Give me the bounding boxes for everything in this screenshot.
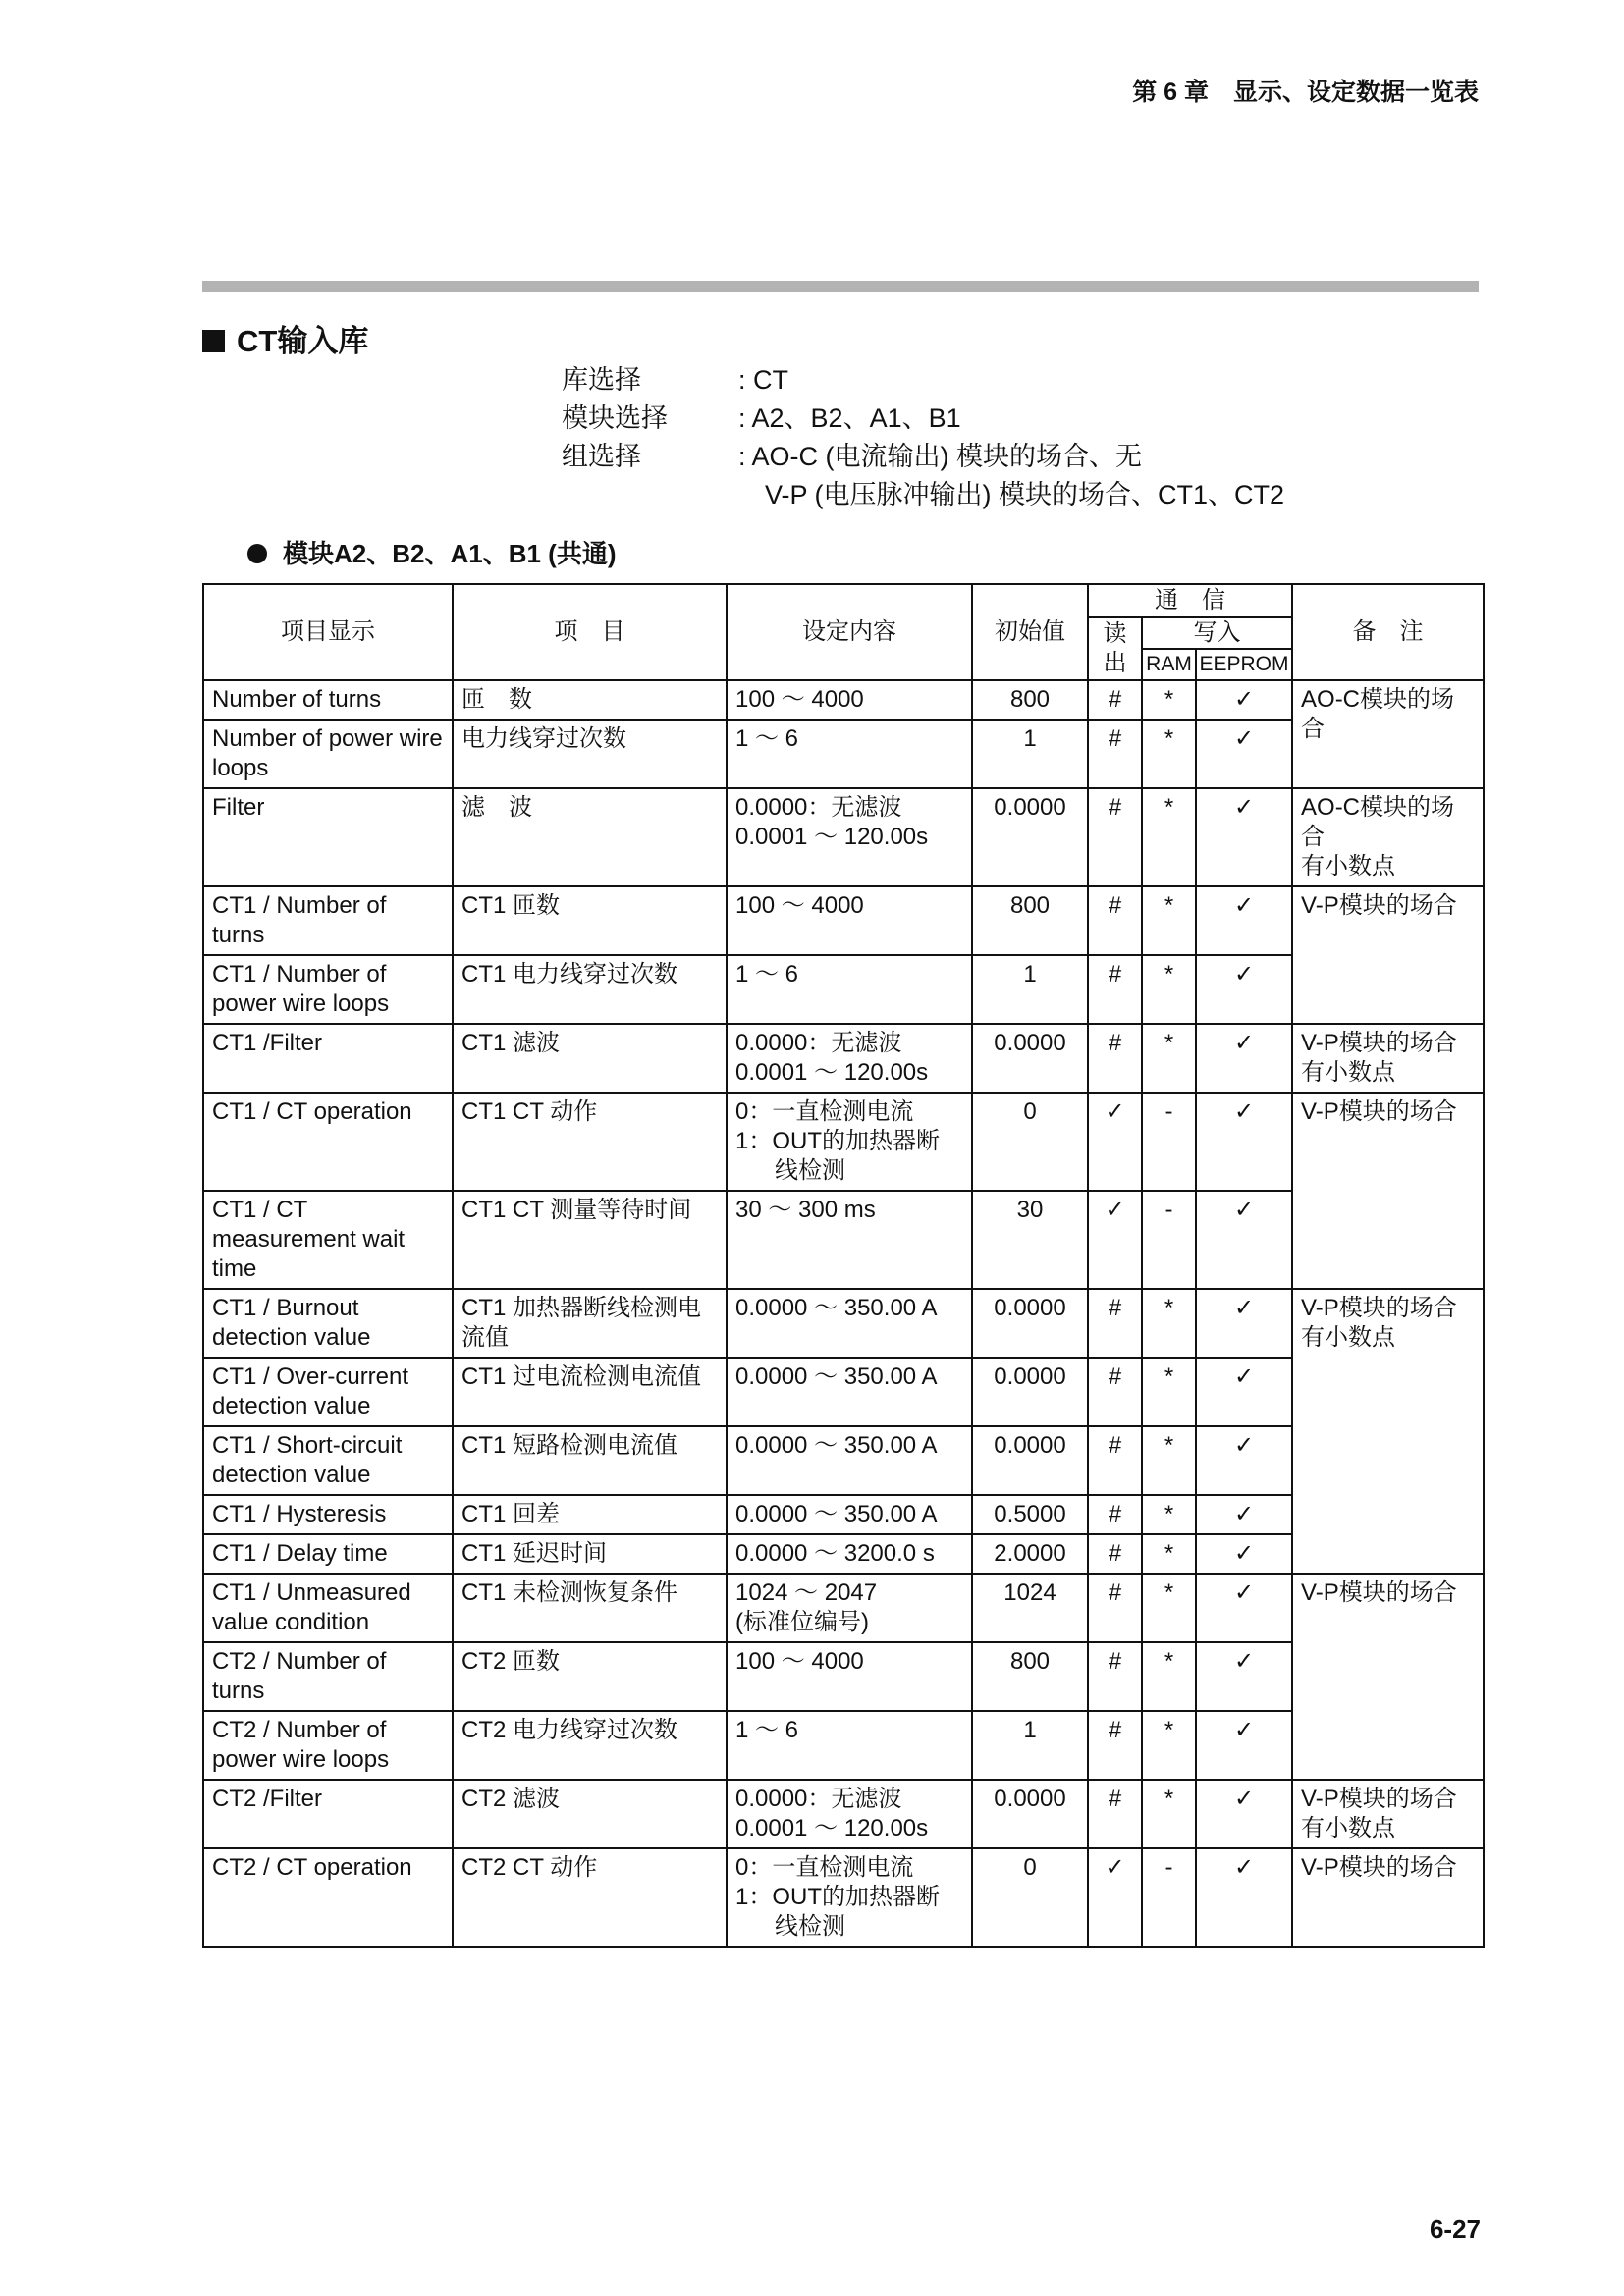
cell-initial: 0.0000 bbox=[972, 1426, 1088, 1495]
cell-ram: * bbox=[1142, 1711, 1196, 1780]
cell-line: 有小数点 bbox=[1301, 853, 1396, 880]
cell-line: V-P模块的场合 bbox=[1301, 892, 1457, 919]
cell-eeprom: ✓ bbox=[1196, 1191, 1292, 1289]
cell-eeprom: ✓ bbox=[1196, 1642, 1292, 1711]
cell-eeprom: ✓ bbox=[1196, 1093, 1292, 1191]
cell-eeprom: ✓ bbox=[1196, 1289, 1292, 1358]
cell-item: CT1 未检测恢复条件 bbox=[453, 1574, 727, 1642]
cell-line: V-P模块的场合 bbox=[1301, 1579, 1457, 1606]
table-row bbox=[203, 788, 1484, 886]
cell-display: CT1 / Burnout detection value bbox=[203, 1289, 453, 1358]
square-bullet-icon bbox=[202, 330, 225, 352]
cell-line: V-P模块的场合 bbox=[1301, 1854, 1457, 1881]
cell-line: 0.0000：无滤波 bbox=[735, 1786, 902, 1812]
cell-display: CT2 / Number of turns bbox=[203, 1642, 453, 1711]
selector-label: 组选择 bbox=[562, 442, 641, 471]
cell-display: CT1 / Number of turns bbox=[203, 886, 453, 955]
cell-line: 0.0001 ～ 120.00s bbox=[735, 1059, 929, 1086]
cell-content bbox=[727, 720, 972, 788]
cell-read: # bbox=[1088, 680, 1142, 720]
cell-remarks bbox=[1292, 1093, 1484, 1289]
cell-eeprom: ✓ bbox=[1196, 1711, 1292, 1780]
cell-initial: 0.0000 bbox=[972, 1024, 1088, 1093]
header-eeprom: EEPROM bbox=[1196, 649, 1292, 680]
cell-initial: 0.0000 bbox=[972, 1358, 1088, 1426]
cell-content bbox=[727, 1534, 972, 1574]
cell-content bbox=[727, 788, 972, 886]
cell-line: V-P模块的场合 bbox=[1301, 1098, 1457, 1125]
cell-line: 100 ～ 4000 bbox=[735, 686, 864, 713]
cell-content bbox=[727, 886, 972, 955]
cell-content bbox=[727, 1024, 972, 1093]
table-row bbox=[203, 1495, 1484, 1534]
cell-ram: * bbox=[1142, 1426, 1196, 1495]
cell-item: CT1 电力线穿过次数 bbox=[453, 955, 727, 1024]
cell-initial: 1 bbox=[972, 1711, 1088, 1780]
cell-remarks bbox=[1292, 1024, 1484, 1093]
header-comm: 通 信 bbox=[1088, 584, 1292, 617]
selector-list bbox=[562, 361, 1284, 514]
subsection-title-text: 模块A2、B2、A1、B1 (共通) bbox=[283, 539, 617, 568]
cell-ram: * bbox=[1142, 1358, 1196, 1426]
cell-initial: 0.0000 bbox=[972, 1780, 1088, 1848]
cell-line: 有小数点 bbox=[1301, 1324, 1396, 1351]
cell-line: 30 ～ 300 ms bbox=[735, 1197, 876, 1223]
table-row bbox=[203, 720, 1484, 788]
cell-line: 0：一直检测电流 bbox=[735, 1098, 914, 1125]
cell-eeprom: ✓ bbox=[1196, 1780, 1292, 1848]
cell-content bbox=[727, 1093, 972, 1191]
cell-eeprom: ✓ bbox=[1196, 955, 1292, 1024]
cell-item: CT1 CT 动作 bbox=[453, 1093, 727, 1191]
selector-label: 库选择 bbox=[562, 365, 641, 395]
cell-initial: 1024 bbox=[972, 1574, 1088, 1642]
cell-line: 有小数点 bbox=[1301, 1815, 1396, 1842]
cell-line: 0.0000 ～ 3200.0 s bbox=[735, 1540, 935, 1567]
cell-eeprom: ✓ bbox=[1196, 788, 1292, 886]
cell-line: 100 ～ 4000 bbox=[735, 892, 864, 919]
table-row bbox=[203, 955, 1484, 1024]
cell-content bbox=[727, 1191, 972, 1289]
selector-row bbox=[562, 476, 1284, 514]
selector-value: : AO-C (电流输出) 模块的场合、无 bbox=[738, 442, 1142, 471]
cell-display: Number of turns bbox=[203, 680, 453, 720]
header-content: 设定内容 bbox=[727, 584, 972, 680]
header-display: 项目显示 bbox=[203, 584, 453, 680]
cell-line: 1 ～ 6 bbox=[735, 961, 799, 988]
cell-eeprom: ✓ bbox=[1196, 680, 1292, 720]
table-row bbox=[203, 1534, 1484, 1574]
cell-ram: * bbox=[1142, 886, 1196, 955]
cell-display: Filter bbox=[203, 788, 453, 886]
cell-read: # bbox=[1088, 1024, 1142, 1093]
cell-ram: * bbox=[1142, 788, 1196, 886]
cell-display: CT1 / Number of power wire loops bbox=[203, 955, 453, 1024]
cell-read: # bbox=[1088, 1358, 1142, 1426]
cell-remarks bbox=[1292, 680, 1484, 788]
cell-content bbox=[727, 1358, 972, 1426]
cell-eeprom: ✓ bbox=[1196, 1848, 1292, 1947]
cell-eeprom: ✓ bbox=[1196, 1534, 1292, 1574]
cell-read: # bbox=[1088, 1780, 1142, 1848]
cell-initial: 800 bbox=[972, 1642, 1088, 1711]
cell-content bbox=[727, 1642, 972, 1711]
cell-initial: 1 bbox=[972, 955, 1088, 1024]
cell-item: CT1 滤波 bbox=[453, 1024, 727, 1093]
cell-read: # bbox=[1088, 1711, 1142, 1780]
cell-eeprom: ✓ bbox=[1196, 886, 1292, 955]
section-title-text: CT输入库 bbox=[237, 324, 369, 358]
header-initial: 初始值 bbox=[972, 584, 1088, 680]
selector-row bbox=[562, 400, 1284, 438]
selector-row bbox=[562, 361, 1284, 400]
cell-read: # bbox=[1088, 1642, 1142, 1711]
cell-line: 100 ～ 4000 bbox=[735, 1648, 864, 1675]
table-row bbox=[203, 1780, 1484, 1848]
cell-display: CT2 / CT operation bbox=[203, 1848, 453, 1947]
cell-line: 0.0000 ～ 350.00 A bbox=[735, 1295, 938, 1321]
cell-read: # bbox=[1088, 1495, 1142, 1534]
table-row bbox=[203, 1358, 1484, 1426]
cell-eeprom: ✓ bbox=[1196, 1426, 1292, 1495]
cell-content bbox=[727, 1426, 972, 1495]
cell-ram: * bbox=[1142, 1289, 1196, 1358]
cell-read: # bbox=[1088, 720, 1142, 788]
table-row bbox=[203, 1642, 1484, 1711]
cell-line: 1024 ～ 2047 bbox=[735, 1579, 878, 1606]
cell-initial: 800 bbox=[972, 886, 1088, 955]
cell-item: 滤 波 bbox=[453, 788, 727, 886]
cell-ram: - bbox=[1142, 1848, 1196, 1947]
cell-read: ✓ bbox=[1088, 1191, 1142, 1289]
cell-ram: * bbox=[1142, 1642, 1196, 1711]
cell-content bbox=[727, 1780, 972, 1848]
table-row bbox=[203, 1191, 1484, 1289]
cell-ram: * bbox=[1142, 1024, 1196, 1093]
settings-table bbox=[202, 583, 1485, 1948]
cell-display: CT1 / CT operation bbox=[203, 1093, 453, 1191]
cell-eeprom: ✓ bbox=[1196, 1024, 1292, 1093]
cell-line: 1 ～ 6 bbox=[735, 1717, 799, 1743]
header-item: 项 目 bbox=[453, 584, 727, 680]
cell-line: V-P模块的场合 bbox=[1301, 1295, 1457, 1321]
table-row bbox=[203, 1024, 1484, 1093]
cell-read: ✓ bbox=[1088, 1093, 1142, 1191]
cell-display: CT1 / CT measurement wait time bbox=[203, 1191, 453, 1289]
cell-line: 0：一直检测电流 bbox=[735, 1854, 914, 1881]
cell-ram: - bbox=[1142, 1093, 1196, 1191]
cell-initial: 0 bbox=[972, 1848, 1088, 1947]
section-divider bbox=[202, 281, 1479, 292]
cell-content bbox=[727, 680, 972, 720]
cell-line: 0.0000 ～ 350.00 A bbox=[735, 1501, 938, 1527]
cell-initial: 1 bbox=[972, 720, 1088, 788]
cell-initial: 800 bbox=[972, 680, 1088, 720]
chapter-title: 第 6 章 显示、设定数据一览表 bbox=[1132, 79, 1479, 106]
header-read: 读出 bbox=[1088, 617, 1142, 680]
cell-display: CT2 /Filter bbox=[203, 1780, 453, 1848]
cell-ram: * bbox=[1142, 955, 1196, 1024]
cell-line: 0.0000 ～ 350.00 A bbox=[735, 1363, 938, 1390]
page-number: 6-27 bbox=[1429, 2215, 1481, 2244]
selector-label: 模块选择 bbox=[562, 403, 668, 433]
cell-line: 1：OUT的加热器断 bbox=[735, 1128, 941, 1154]
cell-read: # bbox=[1088, 955, 1142, 1024]
cell-remarks bbox=[1292, 1848, 1484, 1947]
cell-display: Number of power wire loops bbox=[203, 720, 453, 788]
cell-remarks bbox=[1292, 886, 1484, 1024]
cell-initial: 0.5000 bbox=[972, 1495, 1088, 1534]
cell-item: CT2 电力线穿过次数 bbox=[453, 1711, 727, 1780]
cell-line: 0.0000：无滤波 bbox=[735, 794, 902, 821]
cell-initial: 2.0000 bbox=[972, 1534, 1088, 1574]
table-row bbox=[203, 1093, 1484, 1191]
cell-ram: * bbox=[1142, 1534, 1196, 1574]
cell-read: # bbox=[1088, 1574, 1142, 1642]
cell-ram: * bbox=[1142, 720, 1196, 788]
cell-display: CT1 / Unmeasured value condition bbox=[203, 1574, 453, 1642]
cell-ram: * bbox=[1142, 680, 1196, 720]
cell-line: 0.0001 ～ 120.00s bbox=[735, 824, 929, 850]
cell-display: CT1 /Filter bbox=[203, 1024, 453, 1093]
cell-line: V-P模块的场合 bbox=[1301, 1786, 1457, 1812]
cell-eeprom: ✓ bbox=[1196, 1574, 1292, 1642]
cell-line: 1：OUT的加热器断 bbox=[735, 1884, 941, 1910]
cell-content bbox=[727, 1574, 972, 1642]
cell-display: CT1 / Delay time bbox=[203, 1534, 453, 1574]
cell-initial: 30 bbox=[972, 1191, 1088, 1289]
cell-item: CT1 短路检测电流值 bbox=[453, 1426, 727, 1495]
cell-item: CT2 匝数 bbox=[453, 1642, 727, 1711]
table-row bbox=[203, 1574, 1484, 1642]
cell-item: CT2 CT 动作 bbox=[453, 1848, 727, 1947]
subsection-title bbox=[247, 534, 617, 570]
header-remarks: 备 注 bbox=[1292, 584, 1484, 680]
selector-value: V-P (电压脉冲输出) 模块的场合、CT1、CT2 bbox=[738, 480, 1285, 509]
table-row bbox=[203, 1426, 1484, 1495]
header-write: 写入 bbox=[1142, 617, 1292, 649]
cell-initial: 0 bbox=[972, 1093, 1088, 1191]
cell-item: 匝 数 bbox=[453, 680, 727, 720]
header-ram: RAM bbox=[1142, 649, 1196, 680]
cell-line: AO-C模块的场合 bbox=[1301, 686, 1455, 742]
cell-display: CT1 / Hysteresis bbox=[203, 1495, 453, 1534]
cell-remarks bbox=[1292, 1289, 1484, 1574]
cell-read: # bbox=[1088, 1426, 1142, 1495]
cell-item: CT1 过电流检测电流值 bbox=[453, 1358, 727, 1426]
selector-row bbox=[562, 438, 1284, 476]
cell-item: CT1 匝数 bbox=[453, 886, 727, 955]
cell-line: 线检测 bbox=[775, 1157, 845, 1184]
cell-display: CT1 / Short-circuit detection value bbox=[203, 1426, 453, 1495]
cell-item: CT1 延迟时间 bbox=[453, 1534, 727, 1574]
cell-read: # bbox=[1088, 1289, 1142, 1358]
cell-eeprom: ✓ bbox=[1196, 1495, 1292, 1534]
cell-item: CT2 滤波 bbox=[453, 1780, 727, 1848]
cell-item: 电力线穿过次数 bbox=[453, 720, 727, 788]
cell-display: CT1 / Over-current detection value bbox=[203, 1358, 453, 1426]
cell-line: AO-C模块的场合 bbox=[1301, 794, 1455, 850]
cell-line: 0.0001 ～ 120.00s bbox=[735, 1815, 929, 1842]
cell-item: CT1 加热器断线检测电流值 bbox=[453, 1289, 727, 1358]
cell-initial: 0.0000 bbox=[972, 1289, 1088, 1358]
table-row bbox=[203, 886, 1484, 955]
cell-line: V-P模块的场合 bbox=[1301, 1030, 1457, 1056]
table-row bbox=[203, 1711, 1484, 1780]
table-row bbox=[203, 680, 1484, 720]
cell-line: (标准位编号) bbox=[735, 1609, 869, 1635]
cell-item: CT1 CT 测量等待时间 bbox=[453, 1191, 727, 1289]
cell-eeprom: ✓ bbox=[1196, 1358, 1292, 1426]
cell-remarks bbox=[1292, 1780, 1484, 1848]
selector-value: : A2、B2、A1、B1 bbox=[738, 403, 961, 433]
cell-line: 1 ～ 6 bbox=[735, 725, 799, 752]
selector-value: : CT bbox=[738, 365, 788, 395]
cell-content bbox=[727, 955, 972, 1024]
cell-ram: * bbox=[1142, 1495, 1196, 1534]
cell-read: ✓ bbox=[1088, 1848, 1142, 1947]
cell-read: # bbox=[1088, 886, 1142, 955]
section-title bbox=[202, 316, 368, 360]
cell-content bbox=[727, 1848, 972, 1947]
cell-read: # bbox=[1088, 788, 1142, 886]
cell-display: CT2 / Number of power wire loops bbox=[203, 1711, 453, 1780]
cell-ram: * bbox=[1142, 1780, 1196, 1848]
table-row bbox=[203, 1848, 1484, 1947]
table-row bbox=[203, 1289, 1484, 1358]
cell-content bbox=[727, 1495, 972, 1534]
cell-line: 有小数点 bbox=[1301, 1059, 1396, 1086]
cell-initial: 0.0000 bbox=[972, 788, 1088, 886]
cell-remarks bbox=[1292, 788, 1484, 886]
cell-line: 线检测 bbox=[775, 1913, 845, 1940]
cell-item: CT1 回差 bbox=[453, 1495, 727, 1534]
cell-line: 0.0000：无滤波 bbox=[735, 1030, 902, 1056]
cell-line: 0.0000 ～ 350.00 A bbox=[735, 1432, 938, 1459]
cell-eeprom: ✓ bbox=[1196, 720, 1292, 788]
table-body bbox=[203, 680, 1484, 1947]
cell-content bbox=[727, 1289, 972, 1358]
circle-bullet-icon bbox=[247, 544, 267, 563]
cell-remarks bbox=[1292, 1574, 1484, 1780]
cell-content bbox=[727, 1711, 972, 1780]
cell-ram: - bbox=[1142, 1191, 1196, 1289]
cell-ram: * bbox=[1142, 1574, 1196, 1642]
selector-label bbox=[562, 476, 738, 514]
cell-read: # bbox=[1088, 1534, 1142, 1574]
